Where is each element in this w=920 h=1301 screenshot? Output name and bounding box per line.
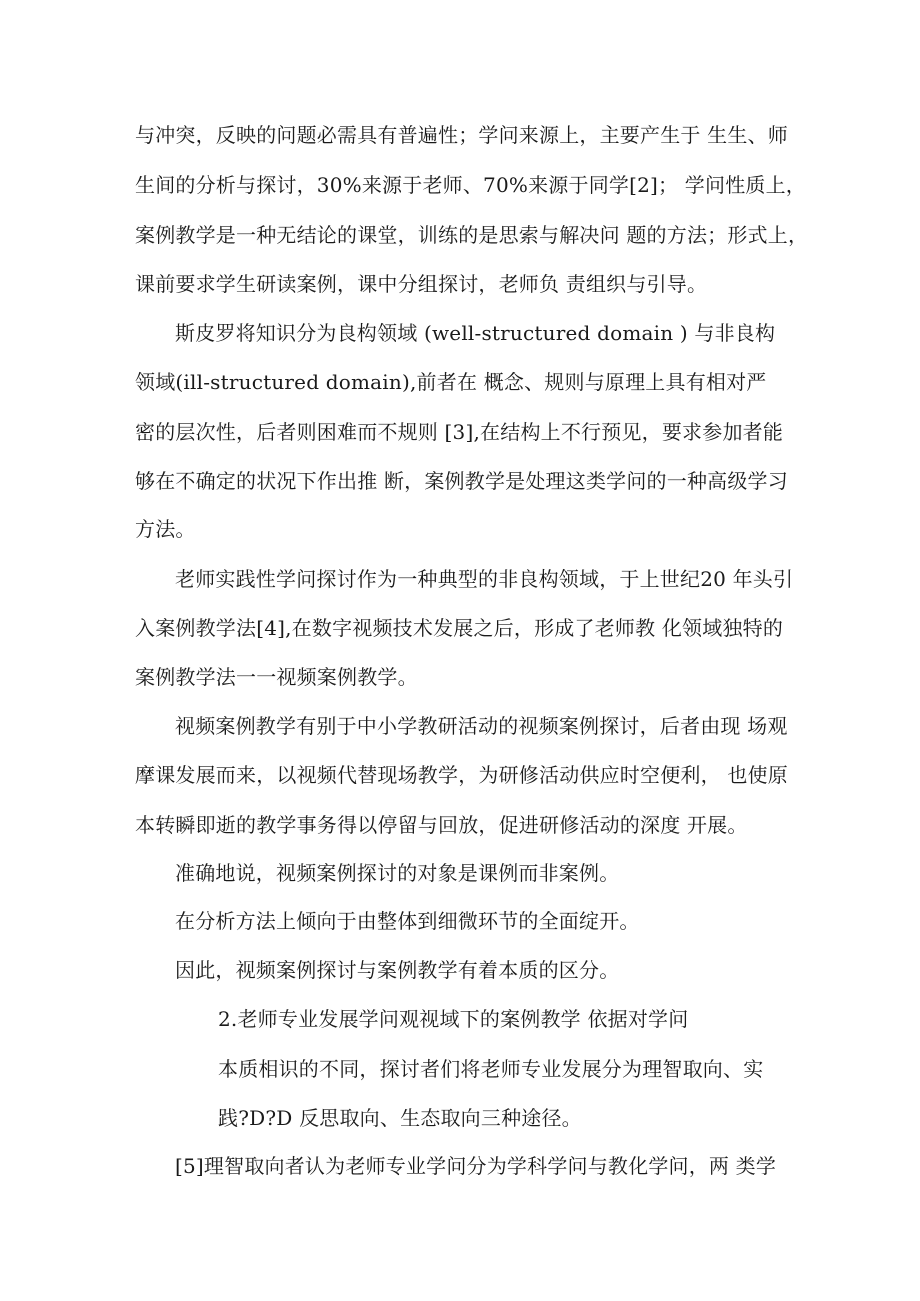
text-line-14: 摩课发展而来，以视频代替现场教学，为研修活动供应时空便利， 也使原	[135, 763, 788, 787]
text-line-5: 斯皮罗将知识分为良构领域 (well-structured domain ) 与非良构	[175, 321, 776, 345]
text-line-7: 密的层次性，后者则困难而不规则 [3],在结构上不行预见，要求参加者能	[135, 420, 784, 444]
text-line-19: 2.老师专业发展学问观视域下的案例教学 依据对学问	[218, 1007, 689, 1031]
text-line-21: 践?D?D 反思取向、生态取向三种途径。	[218, 1106, 582, 1130]
text-line-8: 够在不确定的状况下作出推 断，案例教学是处理这类学问的一种高级学习	[135, 469, 788, 493]
text-line-10: 老师实践性学问探讨作为一种典型的非良构领域，于上世纪20 年头引	[175, 567, 794, 591]
text-line-20: 本质相识的不同，探讨者们将老师专业发展分为理智取向、实	[218, 1057, 764, 1081]
text-line-2: 生间的分析与探讨，30%来源于老师、70%来源于同学[2]； 学问性质上，	[135, 173, 806, 197]
text-line-9: 方法。	[135, 517, 196, 541]
text-line-22: [5]理智取向者认为老师专业学问分为学科学问与教化学问，两 类学	[175, 1154, 777, 1178]
text-line-4: 课前要求学生研读案例，课中分组探讨，老师负 责组织与引导。	[135, 272, 708, 296]
text-line-11: 入案例教学法[4],在数字视频技术发展之后，形成了老师教 化领域独特的	[135, 616, 784, 640]
text-line-12: 案例教学法一一视频案例教学。	[135, 665, 418, 689]
text-line-15: 本转瞬即逝的教学事务得以停留与回放，促进研修活动的深度 开展。	[135, 813, 748, 837]
text-line-13: 视频案例教学有别于中小学教研活动的视频案例探讨，后者由现 场观	[175, 714, 788, 738]
text-line-17: 在分析方法上倾向于由整体到细微环节的全面绽开。	[175, 909, 640, 933]
text-line-6: 领域(ill-structured domain),前者在 概念、规则与原理上具有相对严	[135, 370, 767, 394]
text-line-16: 准确地说，视频案例探讨的对象是课例而非案例。	[175, 861, 620, 885]
text-line-18: 因此，视频案例探讨与案例教学有着本质的区分。	[175, 958, 620, 982]
text-line-3: 案例教学是一种无结论的课堂，训练的是思索与解决问 题的方法；形式上，	[135, 223, 809, 247]
text-line-1: 与冲突，反映的问题必需具有普遍性；学问来源上，主要产生于 生生、师	[135, 123, 788, 147]
